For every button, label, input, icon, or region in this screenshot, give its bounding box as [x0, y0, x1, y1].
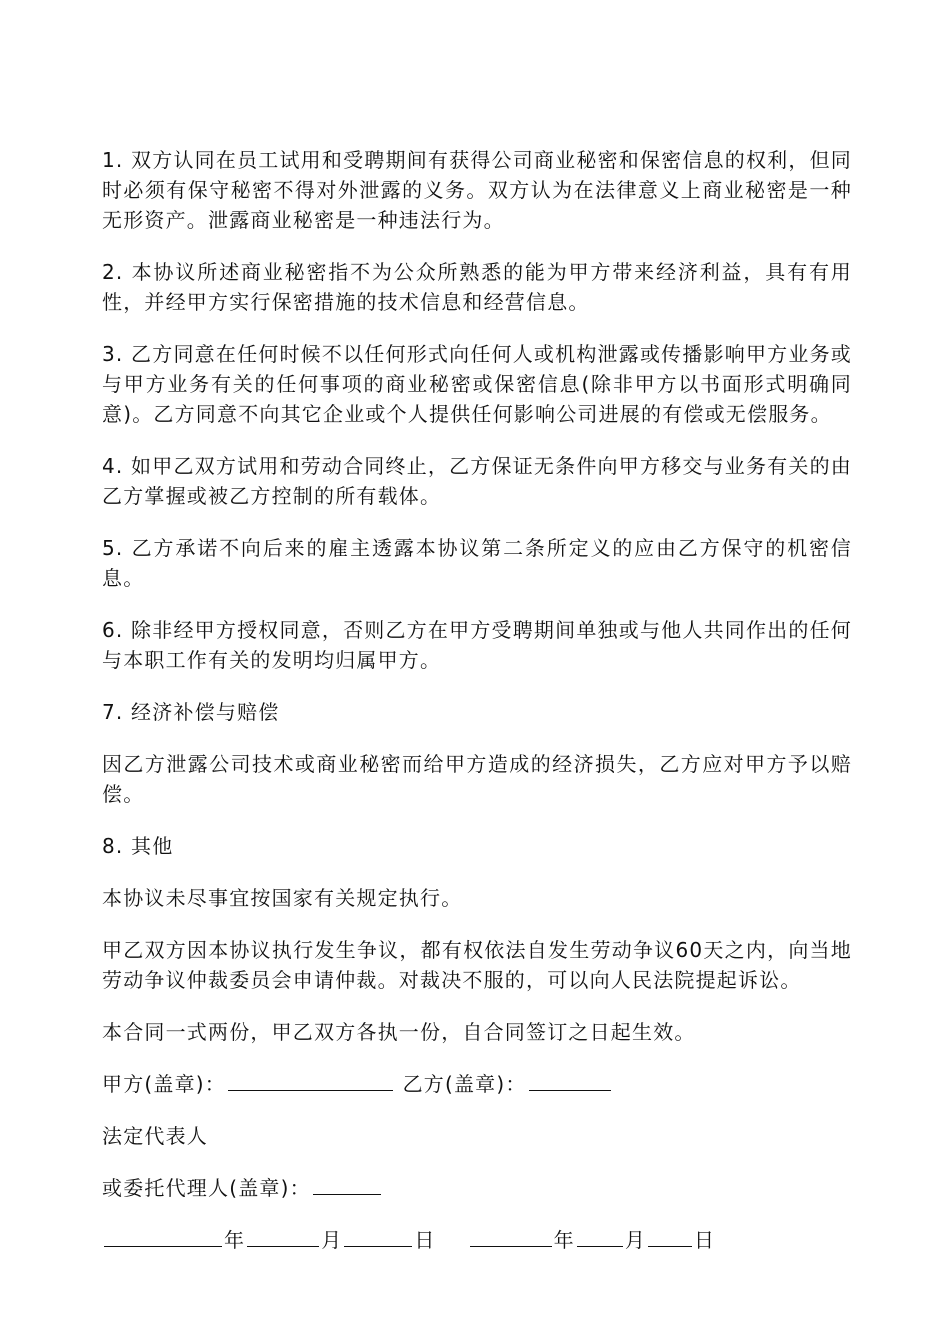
- section-7-text: 因乙方泄露公司技术或商业秘密而给甲方造成的经济损失，乙方应对甲方予以赔偿。: [102, 752, 852, 806]
- legal-rep-row: [102, 1121, 852, 1151]
- party-a-year-blank[interactable]: [104, 1226, 222, 1247]
- party-b-day-blank[interactable]: [648, 1226, 692, 1247]
- party-b-year-label: 年: [553, 1228, 575, 1252]
- section-8-text-1: 本协议未尽事宜按国家有关规定执行。: [102, 886, 463, 910]
- legal-rep-label: 法定代表人: [102, 1124, 208, 1148]
- agent-row: [102, 1173, 852, 1203]
- party-signature-row: [102, 1069, 852, 1099]
- clause-3: 3. 乙方同意在任何时候不以任何形式向任何人或机构泄露或传播影响甲方业务或与甲方业务有关的任何事项的商业秘密或保密信息(除非甲方以书面形式明确同意)。乙方同意不向其它企业或个人提供任何影响公司进展的有偿或无偿服务。: [102, 342, 852, 426]
- clause-2: 2. 本协议所述商业秘密指不为公众所熟悉的能为甲方带来经济利益，具有有用性，并经甲方实行保密措施的技术信息和经营信息。: [102, 260, 852, 314]
- party-a-day-blank[interactable]: [344, 1226, 412, 1247]
- party-a-month-label: 月: [321, 1228, 343, 1252]
- section-7-heading: 7. 经济补偿与赔偿: [102, 700, 280, 724]
- party-a-label: 甲方(盖章)：: [102, 1072, 227, 1096]
- agent-label: 或委托代理人(盖章)：: [102, 1176, 311, 1200]
- document-body: [102, 145, 852, 1277]
- party-b-month-blank[interactable]: [577, 1226, 623, 1247]
- section-8-text-3: 本合同一式两份，甲乙双方各执一份，自合同签订之日起生效。: [102, 1020, 696, 1044]
- party-a-year-label: 年: [224, 1228, 246, 1252]
- party-a-month-blank[interactable]: [247, 1226, 319, 1247]
- party-b-signature-blank[interactable]: [529, 1070, 611, 1091]
- clause-5: 5. 乙方承诺不向后来的雇主透露本协议第二条所定义的应由乙方保守的机密信息。: [102, 536, 852, 590]
- party-b-year-blank[interactable]: [470, 1226, 552, 1247]
- agent-signature-blank[interactable]: [313, 1174, 381, 1195]
- party-b-label: 乙方(盖章)：: [402, 1072, 527, 1096]
- party-b-month-label: 月: [624, 1228, 647, 1252]
- section-8-text-2: 甲乙双方因本协议执行发生争议，都有权依法自发生劳动争议60天之内，向当地劳动争议仲裁委员会申请仲裁。对裁决不服的，可以向人民法院提起诉讼。: [102, 938, 852, 992]
- date-row: [102, 1225, 852, 1255]
- clause-1: 1. 双方认同在员工试用和受聘期间有获得公司商业秘密和保密信息的权利，但同时必须有保守秘密不得对外泄露的义务。双方认为在法律意义上商业秘密是一种无形资产。泄露商业秘密是一种违法行为。: [102, 148, 852, 232]
- party-a-day-label: 日: [414, 1228, 436, 1252]
- clause-6: 6. 除非经甲方授权同意，否则乙方在甲方受聘期间单独或与他人共同作出的任何与本职工作有关的发明均归属甲方。: [102, 618, 852, 672]
- clause-4: 4. 如甲乙双方试用和劳动合同终止，乙方保证无条件向甲方移交与业务有关的由乙方掌握或被乙方控制的所有载体。: [102, 454, 852, 508]
- section-8-heading: 8. 其他: [102, 834, 174, 858]
- party-b-day-label: 日: [694, 1228, 716, 1252]
- party-a-signature-blank[interactable]: [228, 1070, 393, 1091]
